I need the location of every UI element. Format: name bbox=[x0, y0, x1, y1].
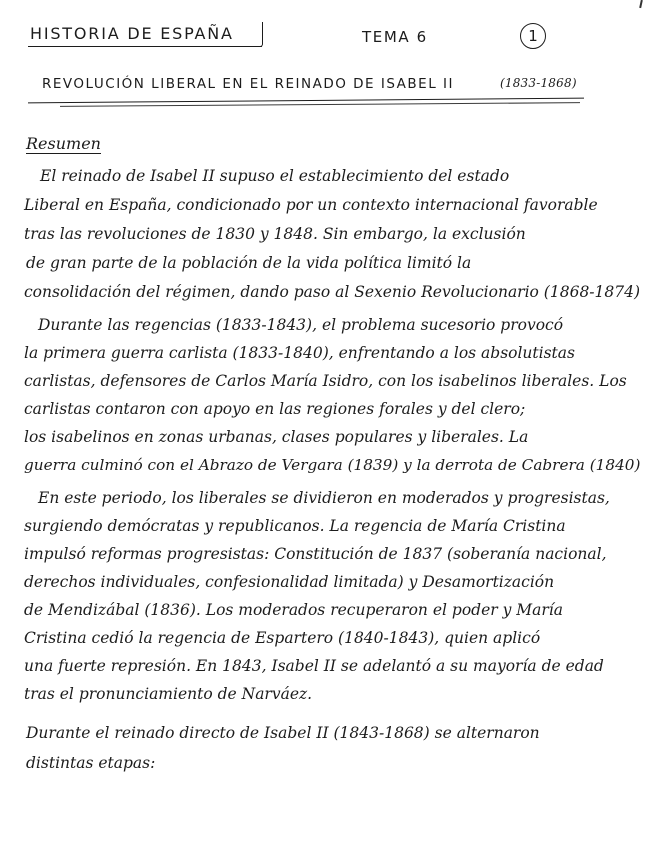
text-line: tras las revoluciones de 1830 y 1848. Sin embargo, la exclusión bbox=[24, 225, 526, 243]
text-line: carlistas contaron con apoyo en las regiones forales y del clero; bbox=[24, 400, 526, 418]
text-line: El reinado de Isabel II supuso el establecimiento del estado bbox=[40, 167, 510, 185]
text-line: consolidación del régimen, dando paso al Sexenio Revolucionario (1868-1874) bbox=[24, 283, 641, 301]
section-heading: Resumen bbox=[26, 134, 101, 153]
text-line: Cristina cedió la regencia de Espartero (1840-1843), quien aplicó bbox=[24, 629, 541, 647]
text-line: una fuerte represión. En 1843, Isabel II se adelantó a su mayoría de edad bbox=[24, 657, 604, 675]
text-line: derechos individuales, confesionalidad limitada) y Desamortización bbox=[24, 573, 555, 591]
topic-label: TEMA 6 bbox=[362, 28, 428, 46]
subject-underline bbox=[28, 46, 262, 47]
text-line: guerra culminó con el Abrazo de Vergara (1839) y la derrota de Cabrera (1840) bbox=[24, 456, 641, 474]
text-line: tras el pronunciamiento de Narváez. bbox=[24, 685, 313, 703]
edge-mark bbox=[639, 0, 643, 8]
text-line: de Mendizábal (1836). Los moderados recuperaron el poder y María bbox=[24, 601, 563, 619]
text-line: Durante las regencias (1833-1843), el problema sucesorio provocó bbox=[38, 316, 564, 334]
document-title: REVOLUCIÓN LIBERAL EN EL REINADO DE ISABEL II bbox=[42, 76, 454, 92]
text-line: carlistas, defensores de Carlos María Isidro, con los isabelinos liberales. Los bbox=[24, 372, 627, 390]
text-line: Durante el reinado directo de Isabel II (1843-1868) se alternaron bbox=[26, 724, 540, 742]
text-line: surgiendo demócratas y republicanos. La regencia de María Cristina bbox=[24, 517, 566, 535]
page-number: 1 bbox=[520, 23, 546, 49]
subject-heading: HISTORIA DE ESPAÑA bbox=[30, 24, 234, 43]
title-rule-secondary bbox=[60, 102, 580, 107]
text-line: de gran parte de la población de la vida política limitó la bbox=[26, 254, 472, 272]
text-line: los isabelinos en zonas urbanas, clases populares y liberales. La bbox=[24, 428, 529, 446]
text-line: la primera guerra carlista (1833-1840), enfrentando a los absolutistas bbox=[24, 344, 575, 362]
text-line: En este periodo, los liberales se dividieron en moderados y progresistas, bbox=[38, 489, 610, 507]
subject-bracket bbox=[256, 22, 263, 47]
text-line: distintas etapas: bbox=[26, 754, 156, 772]
text-line: Liberal en España, condicionado por un contexto internacional favorable bbox=[24, 196, 598, 214]
text-line: impulsó reformas progresistas: Constitución de 1837 (soberanía nacional, bbox=[24, 545, 607, 563]
title-years: (1833-1868) bbox=[500, 76, 577, 90]
